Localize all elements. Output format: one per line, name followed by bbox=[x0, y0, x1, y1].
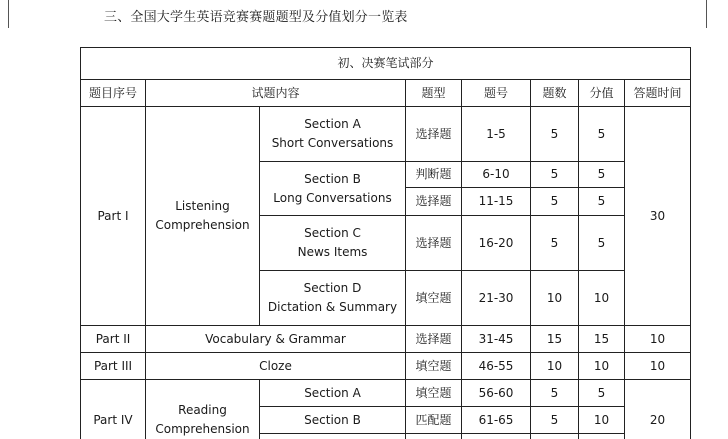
table-title-row bbox=[81, 48, 691, 80]
table-row bbox=[81, 353, 691, 380]
document-heading: 三、全国大学生英语竞赛赛题题型及分值划分一览表 bbox=[104, 10, 408, 25]
header-time: 答题时间 bbox=[625, 80, 691, 107]
part3-time: 10 bbox=[625, 353, 691, 380]
part1-section-c-count: 5 bbox=[531, 216, 579, 271]
part4-label: Part IV bbox=[81, 380, 146, 439]
part1-section-b-line1: Section B bbox=[304, 171, 361, 186]
part1-time: 30 bbox=[625, 107, 691, 326]
part1-section-c-score: 5 bbox=[579, 216, 625, 271]
part2-type: 选择题 bbox=[406, 326, 462, 353]
header-number: 题号 bbox=[462, 80, 531, 107]
part1-section-a-line2: Short Conversations bbox=[271, 136, 394, 150]
part1-section-a-number: 1-5 bbox=[462, 107, 531, 162]
part1-section-a-count: 5 bbox=[531, 107, 579, 162]
part1-section-d-line1: Section D bbox=[303, 281, 362, 295]
part4-section-c-cut bbox=[260, 434, 406, 439]
part4-section-b-type: 匹配题 bbox=[406, 407, 462, 434]
part2-content: Vocabulary & Grammar bbox=[146, 326, 406, 353]
page-right-border bbox=[706, 0, 707, 28]
part1-section-d bbox=[260, 271, 406, 326]
part1-section-b-row1-count: 5 bbox=[531, 162, 579, 188]
part4-section-c-number-cut bbox=[462, 434, 531, 439]
part1-section-b-row2-count: 5 bbox=[531, 188, 579, 216]
part4-content bbox=[146, 380, 260, 439]
part3-label: Part III bbox=[81, 353, 146, 380]
score-distribution-table bbox=[80, 47, 691, 439]
table-title: 初、决赛笔试部分 bbox=[81, 48, 691, 80]
header-content: 试题内容 bbox=[146, 80, 406, 107]
part1-section-d-number: 21-30 bbox=[462, 271, 531, 326]
part1-section-b-line2: Long Conversations bbox=[273, 190, 392, 205]
part1-section-c-type: 选择题 bbox=[406, 216, 462, 271]
part2-number: 31-45 bbox=[462, 326, 531, 353]
part4-section-b-score: 10 bbox=[579, 407, 625, 434]
page-left-border bbox=[8, 0, 9, 28]
part1-section-d-count: 10 bbox=[531, 271, 579, 326]
part4-section-a-number: 56-60 bbox=[462, 380, 531, 407]
part1-section-d-type: 填空题 bbox=[406, 271, 462, 326]
header-order: 题目序号 bbox=[81, 80, 146, 107]
header-count: 题数 bbox=[531, 80, 579, 107]
table-row bbox=[81, 380, 691, 407]
part1-section-b bbox=[260, 162, 406, 216]
part4-section-a: Section A bbox=[260, 380, 406, 407]
part4-section-b-count: 5 bbox=[531, 407, 579, 434]
part3-score: 10 bbox=[579, 353, 625, 380]
header-type: 题型 bbox=[406, 80, 462, 107]
part1-section-a-score: 5 bbox=[579, 107, 625, 162]
part4-section-b-number: 61-65 bbox=[462, 407, 531, 434]
part3-content: Cloze bbox=[146, 353, 406, 380]
part1-section-b-row2-type: 选择题 bbox=[406, 188, 462, 216]
table-row bbox=[81, 326, 691, 353]
part4-time: 20 bbox=[625, 380, 691, 439]
part3-number: 46-55 bbox=[462, 353, 531, 380]
header-score: 分值 bbox=[579, 80, 625, 107]
part2-count: 15 bbox=[531, 326, 579, 353]
part4-section-c-count-cut bbox=[531, 434, 579, 439]
part1-section-c-number: 16-20 bbox=[462, 216, 531, 271]
part3-count: 10 bbox=[531, 353, 579, 380]
part1-section-b-row2-number: 11-15 bbox=[462, 188, 531, 216]
part1-section-c-line1: Section C bbox=[304, 226, 361, 240]
part1-section-c bbox=[260, 216, 406, 271]
part2-score: 15 bbox=[579, 326, 625, 353]
part3-type: 填空题 bbox=[406, 353, 462, 380]
part4-section-c-score-cut bbox=[579, 434, 625, 439]
part4-section-c-type-cut bbox=[406, 434, 462, 439]
part1-content bbox=[146, 107, 260, 326]
part1-section-c-line2: News Items bbox=[297, 245, 368, 259]
part1-section-d-line2: Dictation & Summary bbox=[267, 300, 398, 314]
part2-time: 10 bbox=[625, 326, 691, 353]
part1-section-b-row2-score: 5 bbox=[579, 188, 625, 216]
part1-section-b-row1-score: 5 bbox=[579, 162, 625, 188]
table-row bbox=[81, 107, 691, 162]
part4-section-b: Section B bbox=[260, 407, 406, 434]
part4-section-a-type: 填空题 bbox=[406, 380, 462, 407]
part4-content-line2: Comprehension bbox=[155, 422, 250, 436]
part1-section-b-row1-type: 判断题 bbox=[406, 162, 462, 188]
part1-section-a bbox=[260, 107, 406, 162]
part1-section-a-type: 选择题 bbox=[406, 107, 462, 162]
part4-section-a-score: 5 bbox=[579, 380, 625, 407]
part1-section-b-row1-number: 6-10 bbox=[462, 162, 531, 188]
part1-content-line1: Listening bbox=[175, 199, 230, 213]
part2-label: Part II bbox=[81, 326, 146, 353]
table-header-row bbox=[81, 80, 691, 107]
part1-section-a-line1: Section A bbox=[304, 117, 361, 131]
part1-label: Part I bbox=[81, 107, 146, 326]
part1-section-d-score: 10 bbox=[579, 271, 625, 326]
part4-section-a-count: 5 bbox=[531, 380, 579, 407]
part4-content-line1: Reading bbox=[178, 403, 227, 417]
part1-content-line2: Comprehension bbox=[155, 218, 250, 232]
